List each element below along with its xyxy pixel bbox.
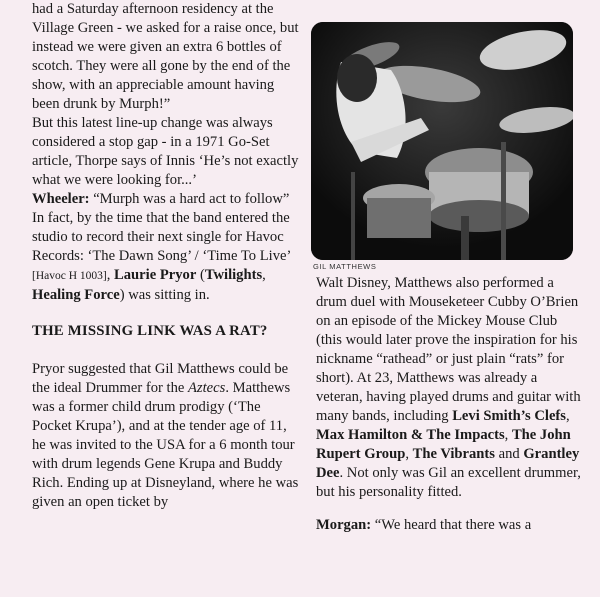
photo-caption: GIL MATTHEWS	[313, 262, 377, 271]
text-span: ,	[106, 267, 115, 283]
band-the-vibrants: The Vibrants	[412, 446, 495, 462]
catalog-number: [Havoc H 1003]	[32, 270, 107, 282]
right-column	[316, 274, 584, 535]
wheeler-quote: “Murph was a hard act to follow”	[93, 191, 290, 207]
text-span: and	[494, 446, 524, 462]
band-grantley-dee: Grantley Dee	[316, 446, 580, 481]
text-span: ,	[504, 427, 512, 443]
paragraph-pryor-suggested	[32, 360, 300, 512]
text-span: ,	[565, 408, 570, 424]
speaker-morgan: Morgan:	[316, 517, 372, 533]
paragraph-morgan-quote	[316, 516, 584, 535]
band-aztecs: Aztecs	[188, 380, 226, 396]
drummer-photo	[311, 22, 573, 260]
text-span: (	[196, 267, 205, 283]
band-max-hamilton: Max Hamilton & The Impacts	[316, 427, 505, 443]
text-span: . Not only was Gil an excellent drummer, but his personality fitted.	[316, 465, 581, 500]
text-span: ,	[262, 267, 266, 283]
morgan-quote: “We heard that there was a	[371, 517, 532, 533]
paragraph-gap	[316, 502, 584, 516]
text-span: ) was sitting in.	[119, 287, 210, 303]
band-healing-force: Healing Force	[32, 287, 120, 303]
paragraph-walt-disney	[316, 274, 584, 502]
left-column	[32, 0, 300, 512]
band-john-rupert-group: The John Rupert Group	[316, 427, 571, 462]
text-span: . Matthews was a former child drum prodigy (‘The Pocket Krupa’), and at the tender age of 11, he was invited to the USA for a 6 month tour with drum legends Gene Krupa and Buddy Rich. Ending up at Disneyland, where he was given an open ticket by	[32, 380, 299, 510]
text-span: Pryor suggested that Gil Matthews could be the ideal Drummer for the	[32, 361, 289, 396]
paragraph-studio	[32, 209, 300, 305]
drummer-photo-icon	[311, 22, 573, 260]
paragraph-residency: had a Saturday afternoon residency at the Village Green - we asked for a raise once, but instead we were given an extra 6 bottles of scotch. They were all gone by the end of the show, with an appreciable amount having been drunk by Murph!”	[32, 1, 299, 112]
section-heading: THE MISSING LINK WAS A RAT?	[32, 323, 268, 339]
speaker-wheeler: Wheeler:	[32, 191, 90, 207]
text-span: ,	[405, 446, 413, 462]
name-laurie-pryor: Laurie Pryor	[114, 267, 197, 283]
band-levi-smiths-clefs: Levi Smith’s Clefs	[452, 408, 566, 424]
text-span: In fact, by the time that the band entered the studio to record their next single for Havoc Records: ‘The Dawn Song’ / ‘Time To Live’	[32, 210, 291, 264]
band-twilights: Twilights	[204, 267, 263, 283]
text-span: Walt Disney, Matthews also performed a drum duel with Mouseketeer Cubby O’Brien on an episode of the Mickey Mouse Club (this would later prove the inspiration for his nickname “rathead” or just plain “rats” for short). At 23, Matthews was already a veteran, having played drums and guitar with many bands, including	[316, 275, 581, 424]
paragraph-wheeler-quote	[32, 190, 300, 209]
paragraph-stop-gap: But this latest line-up change was always considered a stop gap - in a 1971 Go-Set article, Thorpe says of Innis ‘He’s not exactly what we were looking for...’	[32, 115, 299, 188]
